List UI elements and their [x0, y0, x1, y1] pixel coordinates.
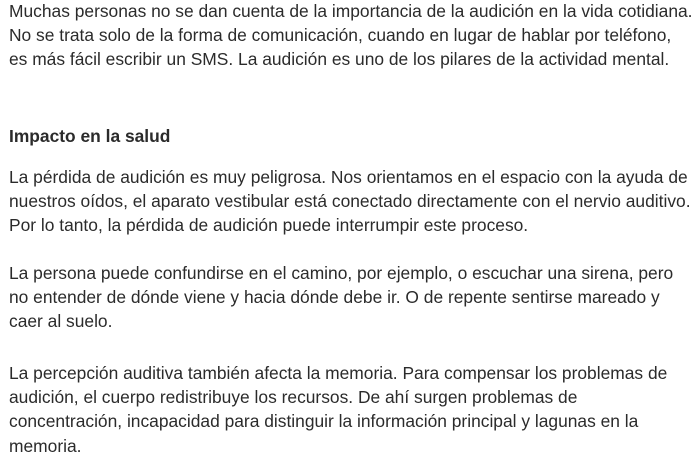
- paragraph-disorientation: La persona puede confundirse en el camino, por ejemplo, o escuchar una sirena, pero no entender de dónde viene y hacia dónde debe ir. O de repente sentirse mareado y caer al suelo.: [9, 263, 674, 332]
- paragraph-memory: La percepción auditiva también afecta la memoria. Para compensar los problemas de audición, el cuerpo redistribuye los recursos. De ahí surgen problemas de concentración, incapacidad para distinguir la información principal y lagunas en la memoria.: [9, 363, 668, 456]
- section-heading: Impacto en la salud: [9, 126, 171, 146]
- intro-paragraph: Muchas personas no se dan cuenta de la importancia de la audición en la vida cotidiana. No se trata solo de la forma de comunicación, cuando en lugar de hablar por teléfono, es más fácil escribir un SMS. La audición es uno de los pilares de la actividad mental.: [9, 1, 693, 70]
- paragraph-hearing-loss-danger: La pérdida de audición es muy peligrosa. Nos orientamos en el espacio con la ayuda de nuestros oídos, el aparato vestibular está conectado directamente con el nervio auditivo. Por lo tanto, la pérdida de audición puede interrumpir este proceso.: [9, 167, 691, 236]
